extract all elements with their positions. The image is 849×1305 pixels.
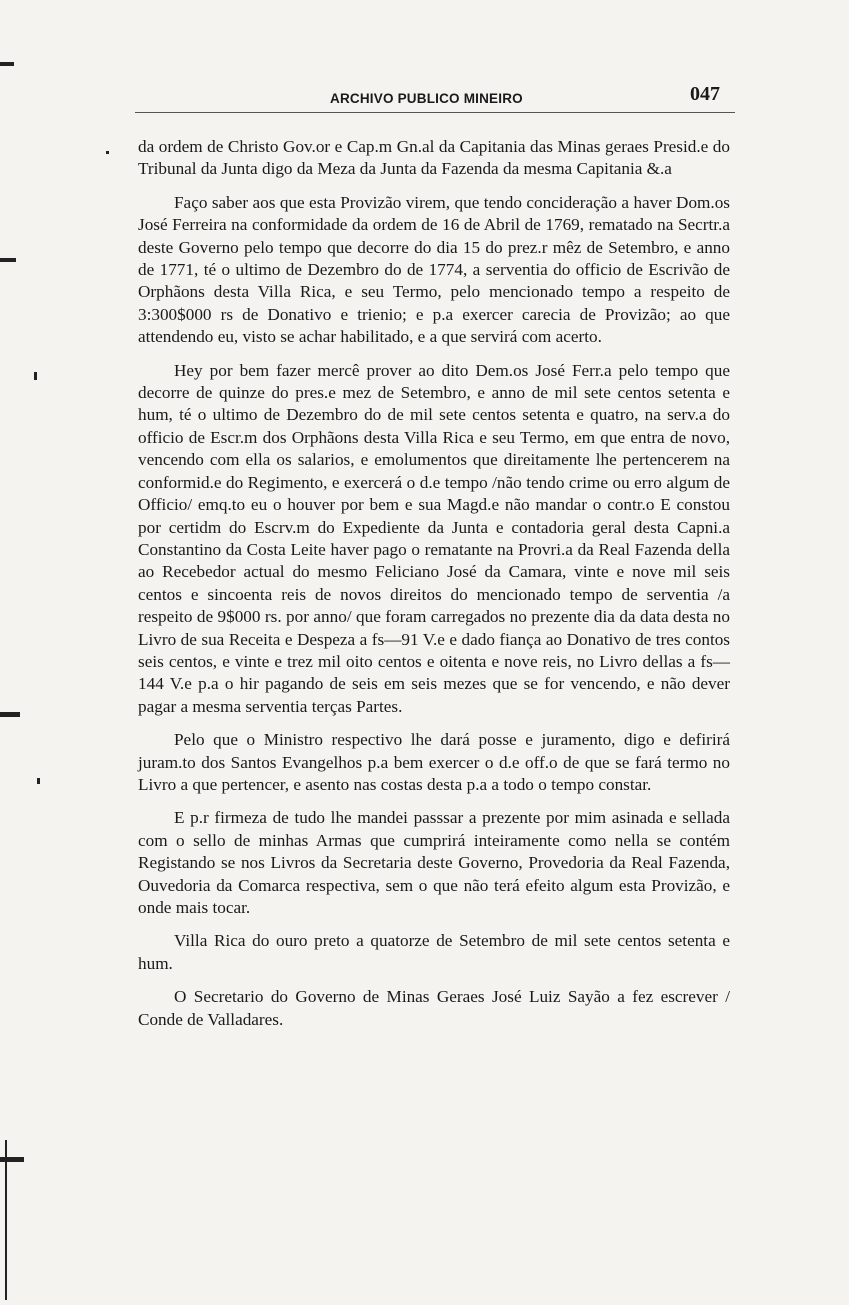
header-rule [135, 112, 735, 113]
paragraph-signature: O Secretario do Governo de Minas Geraes José Luiz Sayão a fez escrever / Conde de Valladares. [138, 987, 730, 1029]
scan-mark [0, 258, 16, 262]
paragraph-registration: E p.r firmeza de tudo lhe mandei passsar a prezente por mim asinada e sellada com o sello de minhas Armas que cumprirá inteiramente como nella se contém Registando se nos Livros da Secretaria deste Governo, Provedoria da Real Fazenda, Ouvedoria da Comarca respectiva, sem o que não terá efeito algum esta Provizão, e onde mais tocar. [138, 808, 730, 917]
scan-mark [5, 1140, 7, 1300]
paragraph-date: Villa Rica do ouro preto a quatorze de Setembro de mil sete centos setenta e hum. [138, 931, 730, 973]
scan-mark [106, 151, 109, 154]
paragraph-grant: Hey por bem fazer mercê prover ao dito Dem.os José Ferr.a pelo tempo que decorre de quinze do pres.e mez de Setembro, e anno de mil sete centos setenta e hum, té o ultimo de Dezembro do de mil sete centos setenta e quatro, na serv.a do officio de Escr.m dos Orphãons desta Villa Rica e seu Termo, em que entra de novo, vencendo com ella os salarios, e emolumentos que direitamente lhe pertencerem na conformid.e do Regimento, e exercerá o d.e tempo /não tendo crime ou erro algum de Officio/ emq.to eu o houver por bem e sua Magd.e não mandar o contr.o E constou por certidm do Escrv.m do Expediente da Junta e contadoria geral desta Capni.a Constantino da Costa Leite haver pago o rematante na Provri.a da Real Fazenda della ao Recebedor actual do mesmo Feliciano José da Camara, vinte e nove mil seis centos e sincoenta reis de novos direitos do mencionado tempo de serventia /a respeito de 9$000 rs. por anno/ que foram carregados no prezente dia da data desta no Livro de sua Receita e Despeza a fs—91 V.e e dado fiança ao Donativo de tres contos seis centos, e vinte e trez mil oito centos e oitenta e nove reis, no Livro dellas a fs—144 V.e p.a o hir pagando de seis em seis mezes que se for vencendo, e não dever pagar a mesma serventia terças Partes. [138, 360, 730, 716]
page-header [135, 83, 735, 113]
page-number: 047 [690, 83, 720, 105]
scan-mark [37, 778, 40, 784]
header-title: ARCHIVO PUBLICO MINEIRO [330, 91, 523, 106]
scan-mark [34, 372, 37, 380]
scan-mark [0, 62, 14, 66]
scan-mark [0, 712, 20, 717]
scan-mark [0, 1157, 24, 1162]
paragraph-opening: da ordem de Christo Gov.or e Cap.m Gn.al da Capitania das Minas geraes Presid.e do Tribunal da Junta digo da Meza da Junta da Fazenda da mesma Capitania &.a [138, 137, 730, 179]
paragraph-preamble: Faço saber aos que esta Provizão virem, que tendo concideração a haver Dom.os José Ferreira na conformidade da ordem de 16 de Abril de 1769, rematado na Secrtr.a deste Governo pelo tempo que decorre do dia 15 do prez.r mêz de Setembro, e anno de 1771, té o ultimo de Dezembro do de 1774, a serventia do officio de Escrivão de Orphãons desta Villa Rica, e seu Termo, pelo mencionado tempo a respeito de 3:300$000 rs de Donativo e trienio; e p.a exercer carecia de Provizão; ao que attendendo eu, visto se achar habilitado, e a que servirá com acerto. [138, 192, 730, 347]
document-body [138, 136, 730, 1042]
paragraph-oath: Pelo que o Ministro respectivo lhe dará posse e juramento, digo e defirirá juram.to dos Santos Evangelhos p.a bem exercer o d.e off.o de que se fará termo no Livro a que pertencer, e asento nas costas desta p.a a todo o tempo constar. [138, 730, 730, 794]
